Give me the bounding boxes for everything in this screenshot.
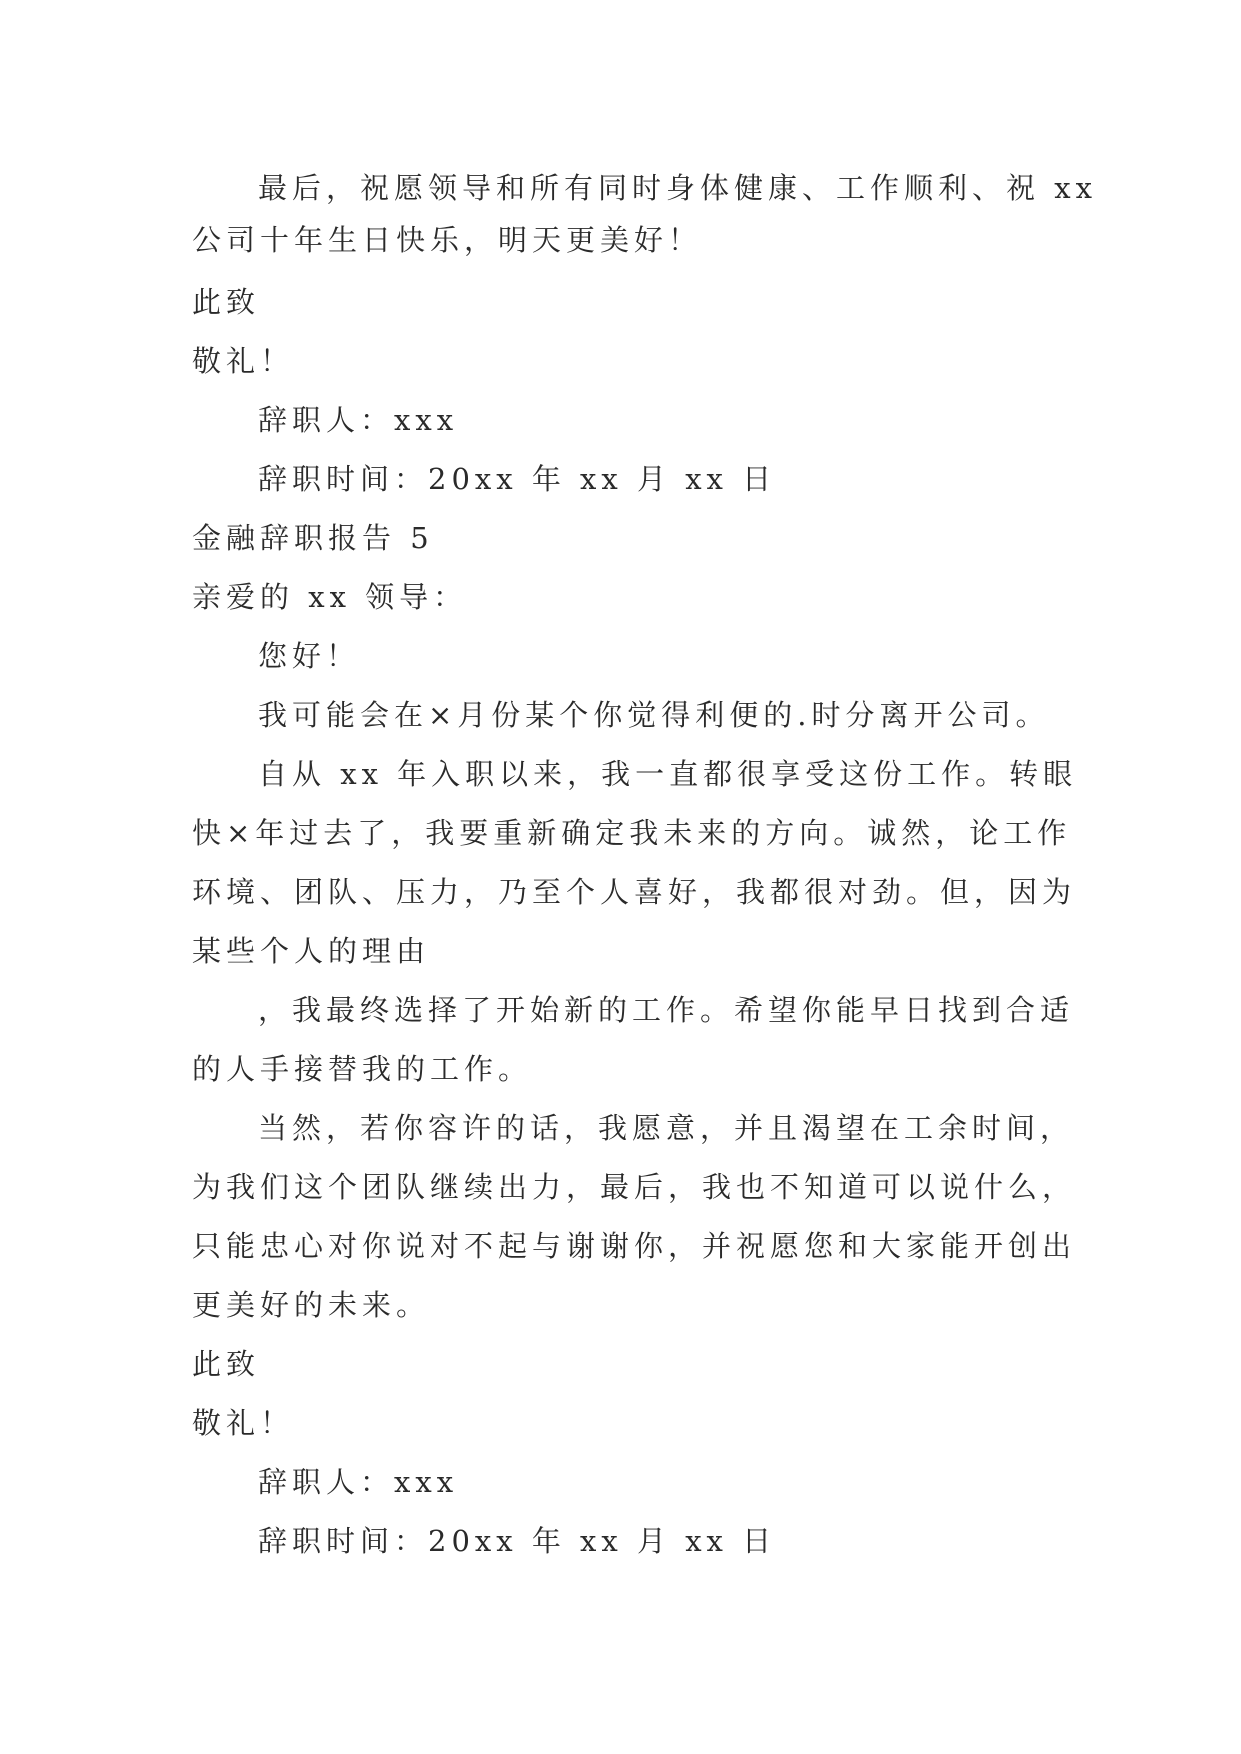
closing-regards: 敬礼！ <box>192 344 295 378</box>
resignation-date-line: 辞职时间：20xx 年 xx 月 xx 日 <box>258 462 777 496</box>
section-title: 金融辞职报告 5 <box>192 521 434 555</box>
text-line: 我可能会在×月份某个你觉得利便的.时分离开公司。 <box>258 698 1050 732</box>
resigner-line: 辞职人：xxx <box>258 403 459 437</box>
resigner-line: 辞职人：xxx <box>258 1465 459 1499</box>
text-line: 公司十年生日快乐，明天更美好！ <box>192 223 703 257</box>
closing-salutation: 此致 <box>192 1347 261 1381</box>
resignation-date-line: 辞职时间：20xx 年 xx 月 xx 日 <box>258 1524 777 1558</box>
text-line: 为我们这个团队继续出力，最后，我也不知道可以说什么， <box>192 1170 1077 1204</box>
text-line: 自从 xx 年入职以来，我一直都很享受这份工作。转眼 <box>258 757 1078 791</box>
text-line: 最后，祝愿领导和所有同时身体健康、工作顺利、祝 xx <box>258 171 1097 205</box>
closing-regards: 敬礼！ <box>192 1406 295 1440</box>
text-line: 更美好的未来。 <box>192 1288 431 1322</box>
text-line: 只能忠心对你说对不起与谢谢你，并祝愿您和大家能开创出 <box>192 1229 1077 1263</box>
text-line: 环境、团队、压力，乃至个人喜好，我都很对劲。但，因为 <box>192 875 1077 909</box>
text-line: ，我最终选择了开始新的工作。希望你能早日找到合适 <box>258 993 1075 1027</box>
text-line: 当然，若你容许的话，我愿意，并且渴望在工余时间， <box>258 1111 1075 1145</box>
closing-salutation: 此致 <box>192 285 261 319</box>
text-line: 的人手接替我的工作。 <box>192 1052 533 1086</box>
text-line: 某些个人的理由 <box>192 934 431 968</box>
text-line: 快×年过去了，我要重新确定我未来的方向。诚然，论工作 <box>192 816 1072 850</box>
text-line: 您好！ <box>258 639 361 673</box>
greeting-line: 亲爱的 xx 领导： <box>192 580 468 614</box>
